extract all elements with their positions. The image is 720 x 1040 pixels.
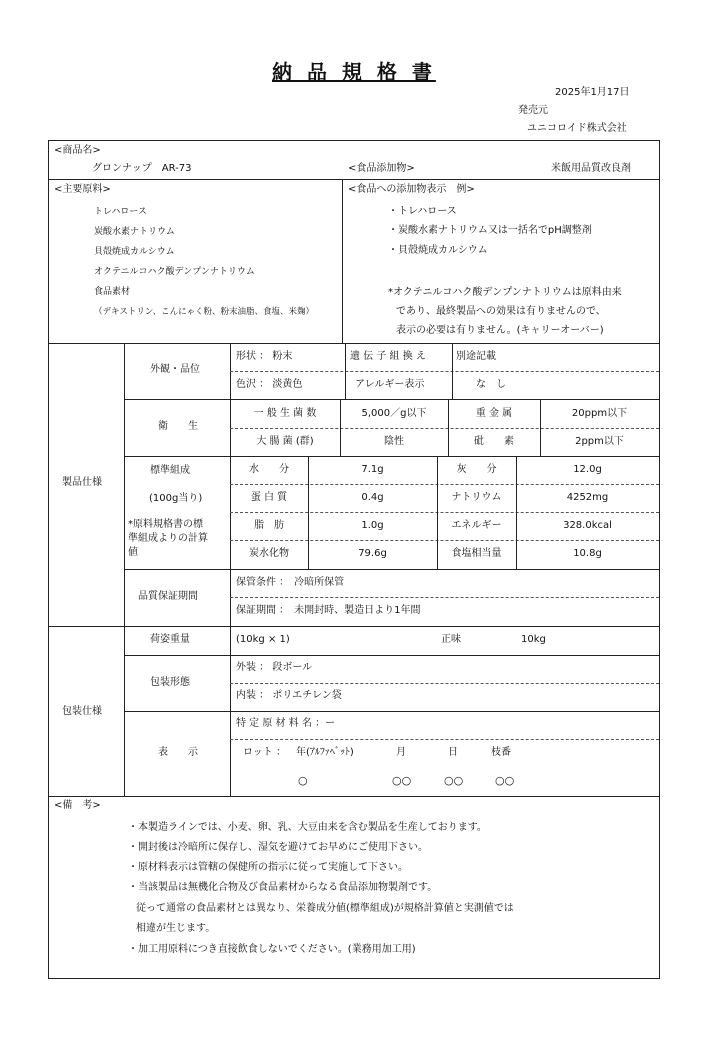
seller-name: ユニコロイド株式会社 — [527, 123, 627, 134]
remark-line: ・開封後は冷暗所に保存し、湿気を避けてお早めにご使用下さい。 — [128, 842, 428, 853]
remarks-label: <備 考> — [54, 800, 101, 811]
spec-section-label: 製品仕様 — [62, 477, 102, 488]
product-name-label: <商品名> — [54, 145, 101, 156]
arsenic-label: 砒 素 — [474, 436, 514, 447]
fat-value: 1.0g — [361, 520, 384, 531]
lot-day-placeholder: ○○ — [444, 774, 464, 787]
lot-year-placeholder: ○ — [298, 774, 308, 787]
shape-value: 形状 ： 粉末 — [236, 351, 293, 362]
net-weight-label: 正味 — [441, 634, 461, 645]
product-name: グロンナップ AR-73 — [92, 163, 192, 174]
storage-condition: 保管条件 ： 冷暗所保管 — [236, 577, 345, 588]
remark-line: ・本製造ラインでは、小麦、卵、乳、大豆由来を含む製品を生産しております。 — [128, 822, 487, 833]
gmo-value: 別途記載 — [456, 351, 496, 362]
hygiene-label: 衛 生 — [158, 421, 198, 432]
ash-value: 12.0g — [573, 464, 602, 475]
heavy-metal-label: 重 金 属 — [475, 408, 513, 419]
seller-label: 発売元 — [518, 105, 548, 116]
packaging-section-label: 包装仕様 — [62, 706, 102, 717]
composition-note: 準組成よりの計算 — [128, 533, 208, 544]
remark-line: 従って通常の食品素材とは異なり、栄養成分値(標準組成)が規格計算値と実測値では — [136, 903, 514, 914]
issue-date: 2025年1月17日 — [555, 87, 630, 98]
warranty-period: 保証期間 ： 未開封時、製造日より1年間 — [236, 605, 421, 616]
allergy-label: アレルギー表示 — [355, 379, 425, 390]
lot-branch-placeholder: ○○ — [495, 774, 515, 787]
quality-period-label: 品質保証期間 — [138, 591, 198, 602]
package-weight-label: 荷姿重量 — [150, 634, 190, 645]
energy-value: 328.0kcal — [563, 520, 612, 531]
lot-label: ロット ： — [243, 747, 286, 758]
salt-value: 10.8g — [573, 548, 602, 559]
fat-label: 脂 肪 — [254, 520, 284, 531]
composition-note: *原料規格書の標 — [128, 519, 203, 530]
display-label: 表 示 — [158, 747, 198, 758]
additive-label: <食品添加物> — [348, 163, 415, 174]
package-weight-value: (10kg × 1) — [236, 634, 290, 645]
ingredient-item: 貝殻焼成カルシウム — [94, 247, 175, 257]
lot-day-label: 日 — [448, 747, 458, 758]
remark-line: ・原材料表示は管轄の保健所の指示に従って実施して下さい。 — [128, 862, 408, 873]
remark-line: ・加工用原料につき直接飲食しないでください。(業務用加工用) — [128, 944, 416, 955]
ash-label: 灰 分 — [456, 464, 497, 475]
allergy-value: な し — [476, 379, 506, 390]
outer-package: 外装 ： 段ボール — [236, 662, 313, 673]
sodium-value: 4252mg — [566, 492, 609, 503]
coliform-label: 大 腸 菌 (群) — [256, 436, 314, 447]
composition-label: 標準組成 — [150, 465, 190, 476]
protein-value: 0.4g — [361, 492, 384, 503]
moisture-value: 7.1g — [361, 464, 384, 475]
ingredient-item: トレハロース — [94, 207, 147, 217]
lot-branch-label: 枝番 — [491, 747, 511, 758]
color-value: 色沢 ： 淡黄色 — [236, 379, 303, 390]
ingredient-item: 炭酸水素ナトリウム — [94, 227, 175, 237]
appearance-label: 外観・品位 — [150, 364, 200, 375]
bacteria-label: 一 般 生 菌 数 — [253, 408, 317, 419]
carbohydrate-label: 炭水化物 — [249, 548, 289, 559]
gmo-label: 遺 伝 子 組 換 え — [350, 351, 426, 362]
bacteria-value: 5,000／g以下 — [361, 408, 427, 419]
remark-line: 相違が生じます。 — [136, 923, 216, 934]
labeling-item: ・炭酸水素ナトリウム又は一括名でpH調整剤 — [388, 225, 592, 236]
labeling-note: であり、最終製品への効果は有りませんので、 — [396, 306, 606, 317]
lot-month-label: 月 — [396, 747, 406, 758]
package-form-label: 包装形態 — [150, 677, 190, 688]
ingredient-item: オクテニルコハク酸デンプンナトリウム — [94, 267, 255, 277]
labeling-note: *オクテニルコハク酸デンプンナトリウムは原料由来 — [388, 287, 622, 298]
composition-sub-label: (100g当り) — [149, 493, 203, 504]
remark-line: ・当該製品は無機化合物及び食品素材からなる食品添加物製剤です。 — [128, 882, 438, 893]
labeling-label: <食品への添加物表示 例> — [348, 184, 475, 195]
sodium-label: ナトリウム — [451, 492, 502, 503]
additive-type: 米飯用品質改良剤 — [551, 163, 631, 174]
lot-month-placeholder: ○○ — [392, 774, 412, 787]
specific-ingredients: 特 定 原 材 料 名 ：ー — [236, 718, 336, 729]
net-weight-value: 10kg — [521, 634, 546, 645]
lot-year-label: 年(ｱﾙﾌｧﾍﾞｯﾄ) — [296, 747, 354, 758]
protein-label: 蛋 白 質 — [250, 492, 288, 503]
labeling-item: ・トレハロース — [388, 206, 457, 217]
heavy-metal-value: 20ppm以下 — [571, 408, 628, 419]
document-title: 納 品 規 格 書 — [272, 60, 436, 84]
labeling-item: ・貝殻焼成カルシウム — [388, 245, 488, 256]
ingredient-item: 食品素材 — [94, 287, 131, 297]
coliform-value: 陰性 — [384, 436, 404, 447]
energy-label: エネルギー — [451, 520, 502, 531]
moisture-label: 水 分 — [249, 464, 289, 475]
labeling-note: 表示の必要は有りません。(キャリーオーバー) — [396, 325, 604, 336]
salt-label: 食塩相当量 — [451, 548, 502, 559]
arsenic-value: 2ppm以下 — [575, 436, 624, 447]
inner-package: 内装 ： ポリエチレン袋 — [236, 690, 342, 701]
carbohydrate-value: 79.6g — [358, 548, 387, 559]
ingredient-item: （デキストリン、こんにゃく粉、粉末油脂、食塩、米麹） — [94, 307, 314, 317]
ingredients-label: <主要原料> — [54, 184, 111, 195]
composition-note: 値 — [128, 547, 138, 558]
